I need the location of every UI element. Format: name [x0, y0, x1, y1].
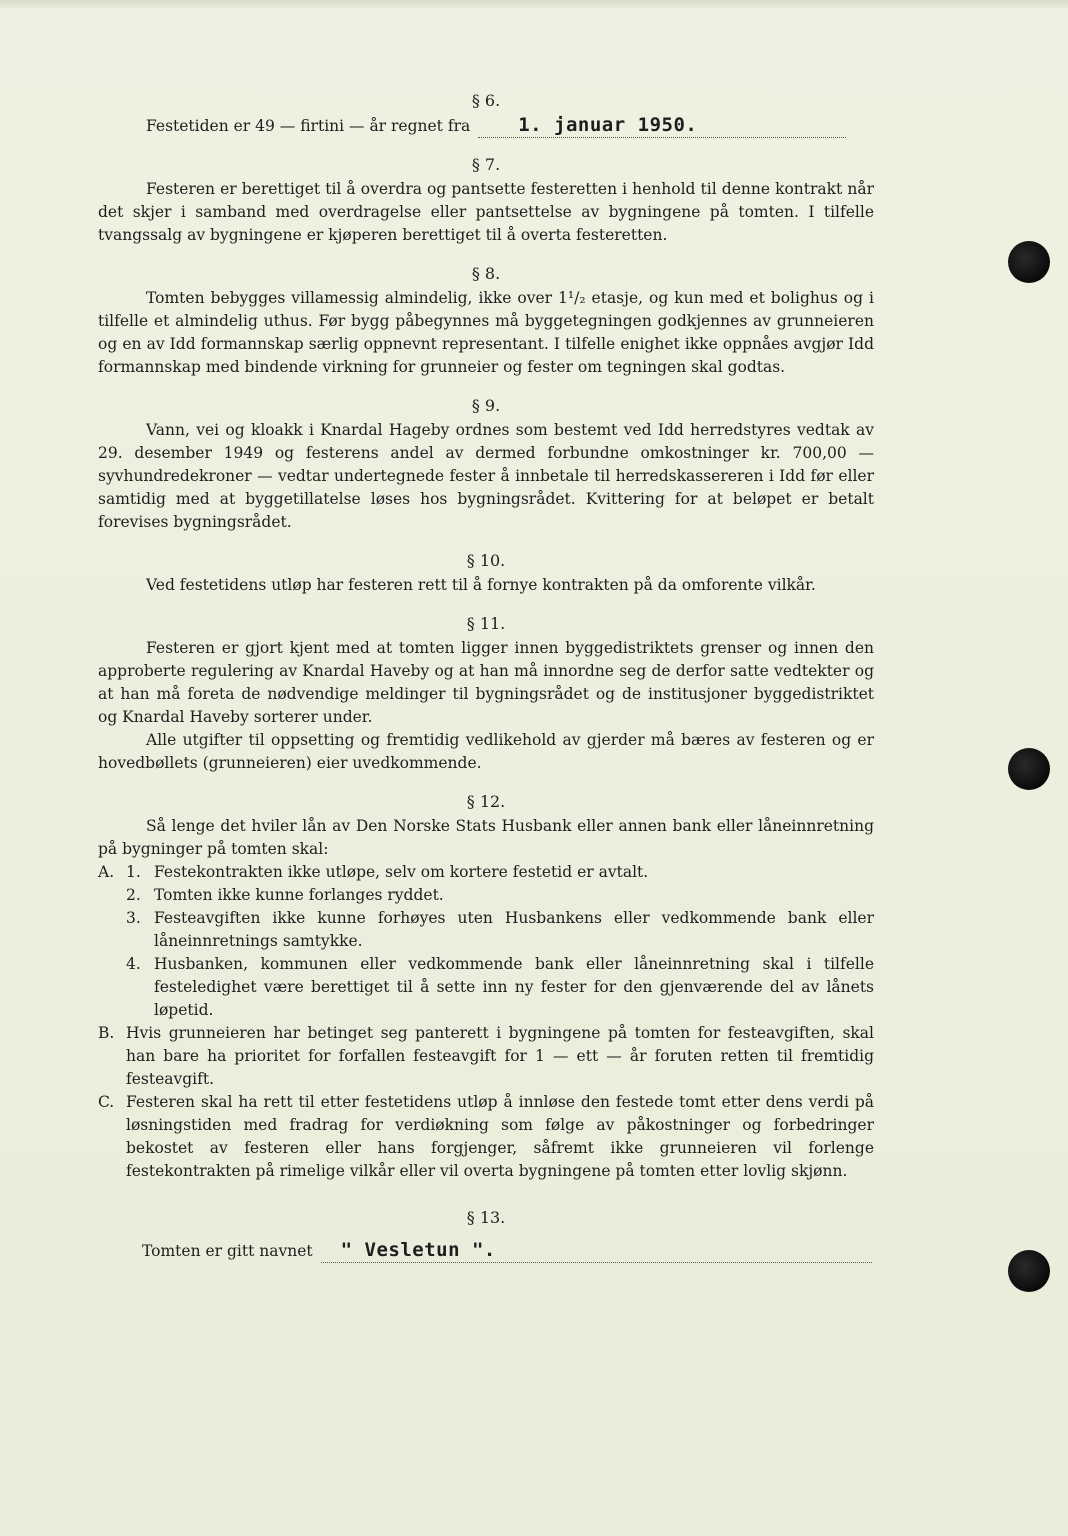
section-13-heading: § 13. [466, 1208, 506, 1227]
punch-hole-bottom [1008, 1250, 1050, 1292]
section-12-item-c: C. Festeren skal ha rett til etter festetidens utløp å innløse den festede tomt etter dens verdi på løsningstiden med fradrag for verdiøkning som følge av påkostninger og forbedringer bekostet av festeren eller hans forgjenger, såfremt ikke grunneieren vil forlenge festekontrakten på rimelige vilkår eller vil overta bygningene på tomten etter lovlig skjønn. [98, 1093, 874, 1180]
section-10-text: Ved festetidens utløp har festeren rett til å fornye kontrakten på da omforente vilkår. [146, 576, 816, 594]
tomt-name: " Vesletun ". [321, 1239, 872, 1263]
punch-hole-top [1008, 241, 1050, 283]
page-top-edge [0, 0, 1068, 10]
section-10-heading: § 10. [466, 551, 506, 570]
section-12-item-a3: 3. Festeavgiften ikke kunne forhøyes uten Husbankens eller vedkommende bank eller låneinnretnings samtykke. [126, 909, 874, 950]
festetid-start-date: 1. januar 1950. [478, 114, 846, 138]
section-11-heading: § 11. [466, 614, 506, 633]
item-a-label: A. [98, 863, 115, 881]
section-6-text: Festetiden er 49 — firtini — år regnet fra [146, 117, 471, 135]
section-12-intro: Så lenge det hviler lån av Den Norske Stats Husbank eller annen bank eller låneinnretning på bygninger på tomten skal: [98, 817, 874, 858]
section-12-item-a1: A. 1. Festekontrakten ikke utløpe, selv om kortere festetid er avtalt. [98, 861, 874, 884]
section-12-item-a2: 2. Tomten ikke kunne forlanges ryddet. [126, 886, 444, 904]
section-13-line [98, 1239, 872, 1263]
section-7-text: Festeren er berettiget til å overdra og pantsette festeretten i henhold til denne kontrakt når det skjer i samband med overdragelse eller pantsettelse av bygningene på tomten. I tilfelle tvangssalg av bygningene er kjøperen berettiget til å overta festeretten. [98, 180, 874, 244]
section-11-text-1: Festeren er gjort kjent med at tomten ligger innen byggedistriktets grenser og innen den approberte regulering av Knardal Haveby og at han må innordne seg de derfor satte vedtekter og at han må foreta de nødvendige meldinger til bygningsrådet og de institusjoner byggedistriktet og Knardal Haveby sorterer under. [98, 639, 874, 726]
section-7-heading: § 7. [471, 155, 501, 174]
section-9-text: Vann, vei og kloakk i Knardal Hageby ordnes som bestemt ved Idd herredstyres vedtak av 29. desember 1949 og festerens andel av dermed forbundne omkostninger kr. 700,00 — syvhundredekroner — vedtar undertegnede fester å innbetale til herredskassereren i Idd før eller samtidig med at byggetillatelse løses hos bygningsrådet. Kvittering for at beløpet er betalt forevises bygningsrådet. [98, 421, 874, 531]
section-12-item-b: B. Hvis grunneieren har betinget seg panterett i bygningene på tomten for festeavgiften, skal han bare ha prioritet for forfallen festeavgift for 1 — ett — år foruten retten til fremtidig festeavgift. [98, 1024, 874, 1088]
document-body [98, 88, 874, 1263]
section-8-heading: § 8. [471, 264, 501, 283]
section-6-line [98, 114, 846, 138]
section-12-heading: § 12. [466, 792, 506, 811]
section-6-heading: § 6. [471, 91, 501, 110]
punch-hole-middle [1008, 748, 1050, 790]
section-12-item-a4: 4. Husbanken, kommunen eller vedkommende bank eller låneinnretning skal i tilfelle festeledighet være berettiget til å sette inn ny fester for den gjenværende del av lånets løpetid. [126, 955, 874, 1019]
section-13-text: Tomten er gitt navnet [142, 1242, 313, 1260]
section-9-heading: § 9. [471, 396, 501, 415]
section-11-text-2: Alle utgifter til oppsetting og fremtidig vedlikehold av gjerder må bæres av festeren og er hovedbøllets (grunneieren) eier uvedkommende. [98, 731, 874, 772]
section-8-text: Tomten bebygges villamessig almindelig, ikke over 1¹/₂ etasje, og kun med et bolighus og i tilfelle et almindelig uthus. Før bygg påbegynnes må byggetegningen godkjennes av grunneieren og en av Idd formannskap særlig oppnevnt representant. I tilfelle enighet ikke oppnåes avgjør Idd formannskap med bindende virkning for grunneier og fester om tegningen skal godtas. [98, 289, 874, 376]
